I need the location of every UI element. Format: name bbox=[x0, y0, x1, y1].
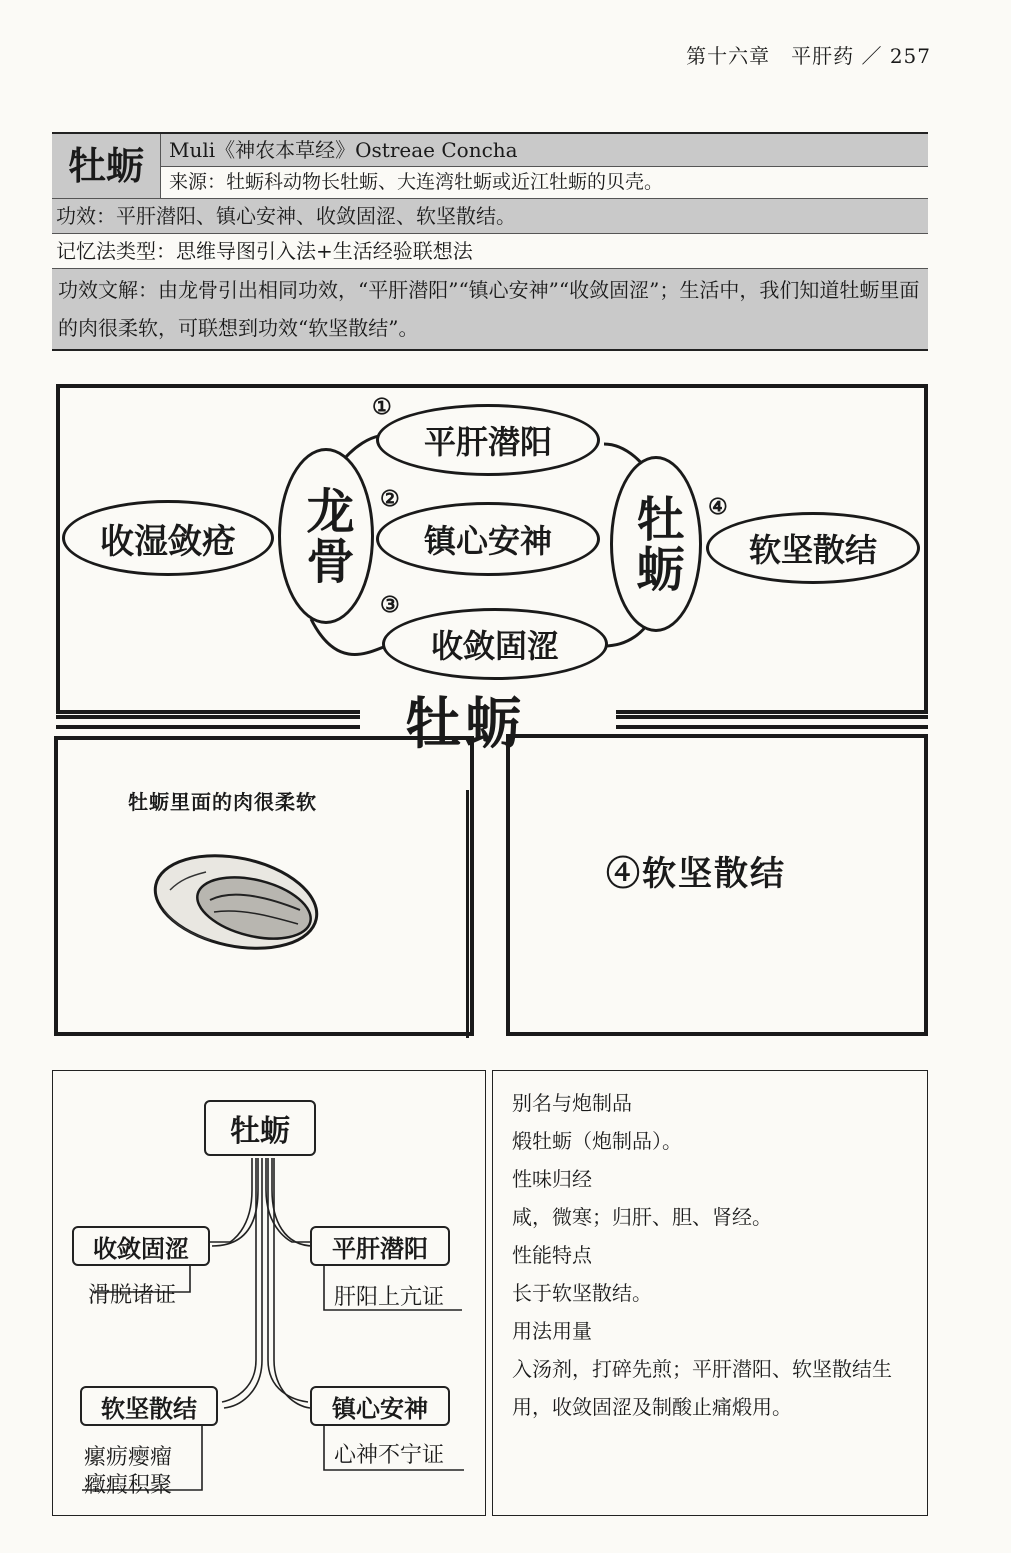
diagram-title: 牡蛎 bbox=[405, 691, 525, 757]
mindmap-leaf-ganyang: 肝阳上亢证 bbox=[334, 1285, 445, 1310]
number-3: ③ bbox=[380, 592, 400, 618]
notes-heading-feature: 性能特点 bbox=[512, 1243, 592, 1267]
mindmap-leaf-zhengjia: 癥瘕积聚 bbox=[84, 1473, 173, 1498]
herb-title-row bbox=[52, 134, 928, 199]
oval-left-efficacy: 收湿敛疮 bbox=[62, 500, 274, 576]
oval-longgu: 龙骨 bbox=[278, 448, 374, 624]
number-1: ① bbox=[372, 394, 392, 420]
mindmap-branch-ruanjian: 软坚散结 bbox=[80, 1386, 218, 1426]
herb-latin: Muli《神农本草经》Ostreae Concha bbox=[161, 134, 928, 167]
notes-heading-taste: 性味归经 bbox=[512, 1167, 592, 1191]
notes-heading-usage: 用法用量 bbox=[512, 1319, 592, 1343]
number-2: ② bbox=[380, 486, 400, 512]
oval-bottom-efficacy: 收敛固涩 bbox=[382, 608, 608, 680]
herb-explanation: 功效文解：由龙骨引出相同功效，“平肝潜阳”“镇心安神”“收敛固涩”；生活中，我们知道牡蛎里面的肉很柔软，可联想到功效“软坚散结”。 bbox=[52, 269, 928, 349]
oval-top-efficacy: 平肝潜阳 bbox=[376, 404, 600, 476]
mindmap-root: 牡蛎 bbox=[204, 1100, 316, 1156]
left-panel-caption: 牡蛎里面的肉很柔软 bbox=[128, 790, 317, 814]
mindmap-branch-zhenxin: 镇心安神 bbox=[310, 1386, 450, 1426]
herb-efficacy: 功效：平肝潜阳、镇心安神、收敛固涩、软坚散结。 bbox=[52, 199, 928, 234]
mindmap-leaf-xinshen: 心神不宁证 bbox=[334, 1443, 445, 1468]
right-panel-text: ④软坚散结 bbox=[606, 854, 786, 894]
mindmap-leaf-huatuo: 滑脱诸证 bbox=[88, 1283, 177, 1308]
left-panel-edge bbox=[466, 790, 476, 1038]
mindmap-branch-shoulian: 收敛固涩 bbox=[72, 1226, 210, 1266]
title-rail-right bbox=[616, 715, 928, 729]
notes-text-usage: 入汤剂，打碎先煎；平肝潜阳、软坚散结生用，收敛固涩及制酸止痛煅用。 bbox=[512, 1357, 892, 1419]
notes-text-taste: 咸，微寒；归肝、胆、肾经。 bbox=[512, 1205, 772, 1229]
notes-text-feature: 长于软坚散结。 bbox=[512, 1281, 652, 1305]
notes-text-alias: 煅牡蛎（炮制品）。 bbox=[512, 1129, 682, 1153]
oyster-illustration bbox=[150, 850, 330, 960]
herb-info-table bbox=[52, 132, 928, 351]
number-4: ④ bbox=[708, 494, 728, 520]
herb-memory-type: 记忆法类型：思维导图引入法+生活经验联想法 bbox=[52, 234, 928, 269]
page-header: 第十六章 平肝药 ／ 257 bbox=[686, 44, 931, 68]
oval-right-efficacy: 软坚散结 bbox=[706, 512, 920, 584]
mindmap-leaf-luoli: 瘰疬瘿瘤 bbox=[84, 1445, 173, 1470]
notes-content bbox=[512, 1084, 916, 1426]
herb-source: 来源：牡蛎科动物长牡蛎、大连湾牡蛎或近江牡蛎的贝壳。 bbox=[169, 171, 664, 193]
oval-middle-efficacy: 镇心安神 bbox=[376, 502, 600, 576]
herb-name: 牡蛎 bbox=[52, 134, 161, 198]
oval-muli: 牡蛎 bbox=[610, 456, 702, 632]
mindmap-branch-pinggan: 平肝潜阳 bbox=[310, 1226, 450, 1266]
notes-heading-alias: 别名与炮制品 bbox=[512, 1091, 632, 1115]
title-rail-left bbox=[56, 715, 360, 729]
